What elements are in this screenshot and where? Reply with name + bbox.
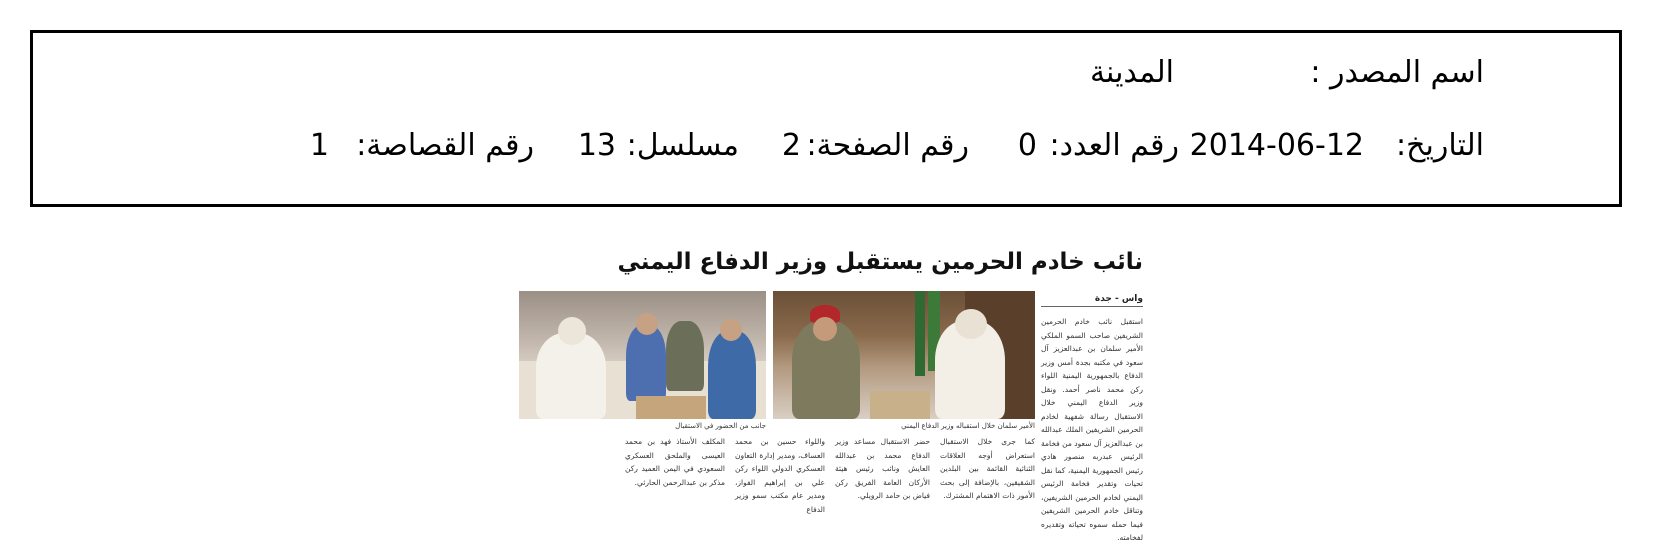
article-byline: واس - جدة (1041, 294, 1143, 307)
photo-caption-main: الأمير سلمان خلال استقباله وزير الدفاع اليمني (901, 422, 1035, 430)
source-value: المدينة (1089, 55, 1174, 90)
article-headline: نائب خادم الحرمين يستقبل وزير الدفاع اليمني (617, 249, 1143, 275)
article-body-col4: واللواء حسين بن محمد العساف، ومدير إدارة التعاون العسكري الدولي اللواء ركن علي بن إبراهيم الفواز، ومدير عام مكتب سمو وزير الدفاع (735, 437, 825, 514)
article-body-col1: استقبل نائب خادم الحرمين الشريفين صاحب السمو الملكي الأمير سلمان بن عبدالعزيز آل سعود في مكتبه بجدة أمس وزير الدفاع بالجمهورية اليمنية اللواء ركن محمد ناصر أحمد. ونقل وزير الدفاع اليمني خلال الاستقبال رسالة شفهية لخادم الحرمين الشريفين الملك عبدالله بن عبدالعزيز آل سعود من فخامة الرئيس عبدربه منصور هادي رئيس الجمهورية اليمنية، كما نقل تحيات وتقدير فخامة الرئيس اليمني لخادم الحرمين الشريفين، وتناقل خادم الحرمين الشريفين فيما حمله سموه تحياته وتقديره لفخامته. (1041, 317, 1143, 542)
article-body-col5: المكلف الأستاذ فهد بن محمد العيسى والملحق العسكري السعودي في اليمن العميد ركن مذكر بن عبدالرحمن الحارثي. (625, 437, 725, 487)
article-body-col2: كما جرى خلال الاستقبال استعراض أوجه العلاقات الثنائية القائمة بين البلدين الشقيقين، بالإضافة إلى بحث الأمور ذات الاهتمام المشترك. (940, 437, 1035, 500)
serial-label: مسلسل: (626, 128, 739, 163)
serial-value: 13 (577, 128, 616, 163)
date-value: 2014-06-12 (1189, 128, 1364, 163)
source-label: اسم المصدر : (1310, 55, 1484, 90)
article-photo-main (773, 291, 1035, 419)
issue-value: 0 (1017, 128, 1037, 163)
page-label: رقم الصفحة: (806, 128, 969, 163)
clip-value: 1 (309, 128, 329, 163)
source-info-box (30, 30, 1622, 207)
clip-label: رقم القصاصة: (356, 128, 534, 163)
article-first-column (1041, 294, 1143, 542)
article-body-col3: حضر الاستقبال مساعد وزير الدفاع محمد بن عبدالله العايش ونائب رئيس هيئة الأركان العامة الفريق ركن فياض بن حامد الرويلي. (835, 437, 930, 500)
photo-caption-attendees: جانب من الحضور في الاستقبال (675, 422, 766, 430)
article-photo-attendees (519, 291, 766, 419)
page-value: 2 (781, 128, 801, 163)
date-label: التاريخ: (1396, 128, 1484, 163)
issue-label: رقم العدد: (1049, 128, 1179, 163)
newspaper-clipping (528, 247, 1143, 542)
